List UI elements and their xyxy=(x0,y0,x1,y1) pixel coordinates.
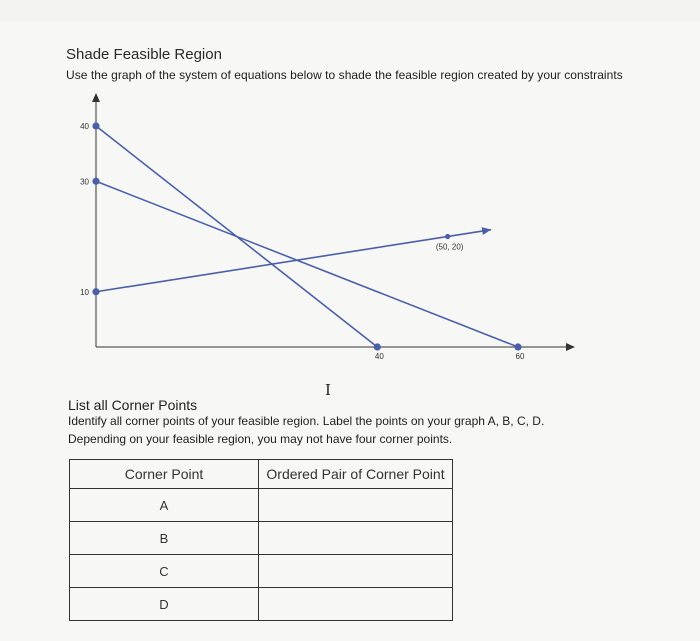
text-cursor-icon: I xyxy=(325,381,331,399)
table-row xyxy=(70,588,453,621)
corner-point-label: B xyxy=(70,522,259,555)
y-tick-label: 30 xyxy=(80,177,89,187)
data-point xyxy=(374,343,381,350)
corner-point-label: C xyxy=(70,555,259,588)
table-row xyxy=(70,555,453,588)
corner-point-label: D xyxy=(70,588,259,621)
y-tick-label: 40 xyxy=(80,122,89,131)
instruction-text: Use the graph of the system of equations below to shade the feasible region created by your constraints xyxy=(66,68,623,82)
x-tick-label: 40 xyxy=(374,352,384,361)
table-row xyxy=(70,522,453,555)
x-axis-arrow xyxy=(566,343,575,351)
corner-point-label: A xyxy=(70,489,259,522)
table-row xyxy=(70,489,453,522)
corner-points-instruction-1: Identify all corner points of your feasible region. Label the points on your graph A, B, C, D. xyxy=(68,414,545,428)
ordered-pair-cell[interactable] xyxy=(259,588,453,621)
table-header-row xyxy=(70,460,453,489)
corner-points-title: List all Corner Points xyxy=(68,397,198,413)
series-line-2 xyxy=(96,181,518,347)
series-line-3 xyxy=(96,230,491,292)
corner-points-instruction-2: Depending on your feasible region, you may not have four corner points. xyxy=(68,432,453,446)
y-axis-arrow xyxy=(92,93,100,102)
system-of-equations-graph xyxy=(60,88,600,378)
ordered-pair-cell[interactable] xyxy=(259,522,453,555)
data-point xyxy=(92,178,99,185)
data-point xyxy=(92,122,99,129)
top-margin-strip xyxy=(0,0,700,23)
ordered-pair-cell[interactable] xyxy=(259,489,453,522)
corner-point-header: Corner Point xyxy=(70,460,259,489)
data-point xyxy=(514,343,521,350)
x-tick-label: 60 xyxy=(515,352,525,361)
section-title: Shade Feasible Region xyxy=(66,46,222,63)
data-point xyxy=(445,234,450,239)
ordered-pair-cell[interactable] xyxy=(259,555,453,588)
corner-points-table xyxy=(69,459,453,621)
y-tick-label: 10 xyxy=(80,287,89,297)
data-point xyxy=(92,288,99,295)
ordered-pair-header: Ordered Pair of Corner Point xyxy=(259,460,453,489)
point-annotation: (50, 20) xyxy=(435,242,464,252)
